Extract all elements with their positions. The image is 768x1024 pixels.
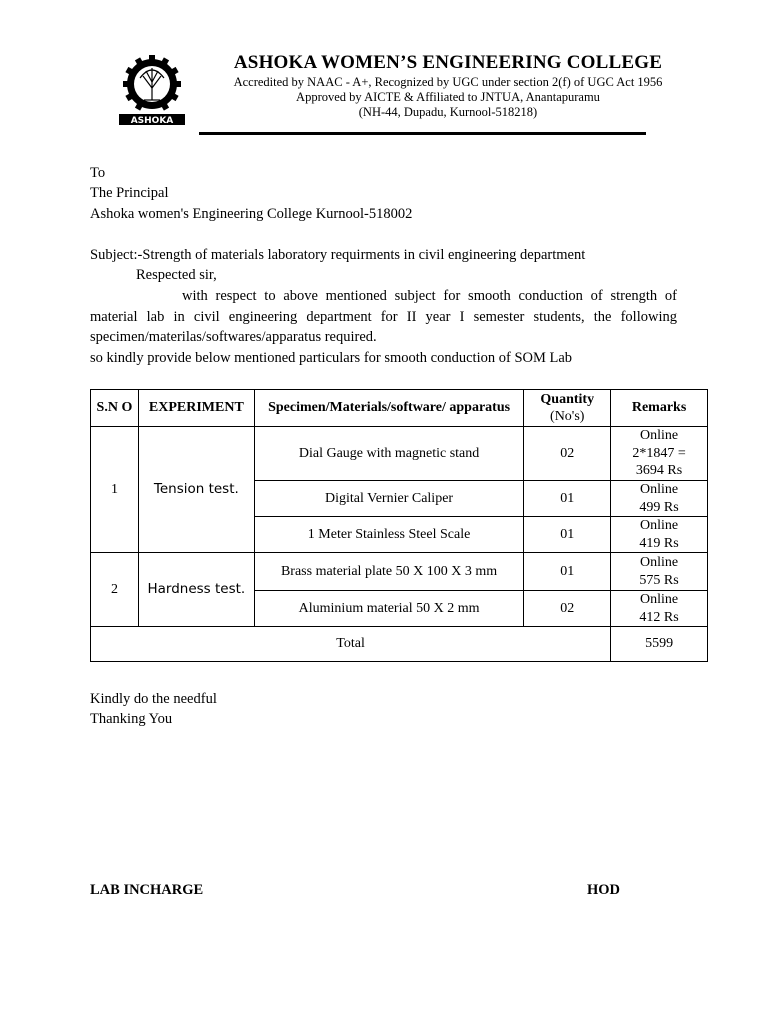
closing-line-2: Thanking You bbox=[90, 711, 173, 727]
remarks-line: 412 Rs bbox=[639, 609, 679, 625]
experiment-cell: Hardness test. bbox=[138, 553, 254, 627]
remarks-cell bbox=[611, 481, 708, 517]
header-remarks: Remarks bbox=[611, 390, 708, 427]
experiment-cell: Tension test. bbox=[138, 427, 254, 553]
specimen-cell: Digital Vernier Caliper bbox=[254, 481, 524, 517]
remarks-line: Online bbox=[640, 555, 679, 570]
total-value: 5599 bbox=[611, 627, 708, 662]
remarks-line: Online bbox=[640, 482, 679, 497]
quantity-cell: 01 bbox=[524, 553, 611, 591]
specimen-cell: Dial Gauge with magnetic stand bbox=[254, 427, 524, 481]
header-quantity-unit: (No's) bbox=[550, 409, 585, 424]
accreditation-line: Accredited by NAAC - A+, Recognized by UGC under section 2(f) of UGC Act 1956 bbox=[233, 75, 663, 89]
closing-line-1: Kindly do the needful bbox=[90, 691, 217, 707]
remarks-line: Online bbox=[640, 592, 679, 607]
remarks-line: 575 Rs bbox=[639, 572, 679, 588]
lab-incharge-signature: LAB INCHARGE bbox=[90, 882, 204, 898]
table-row bbox=[91, 427, 708, 481]
header-specimen: Specimen/Materials/software/ apparatus bbox=[254, 390, 524, 427]
remarks-line: 3694 Rs bbox=[635, 463, 683, 479]
remarks-line: 2*1847 = bbox=[632, 445, 686, 461]
sno-cell: 1 bbox=[91, 427, 139, 553]
recipient-institution: Ashoka women's Engineering College Kurnool-518002 bbox=[90, 206, 413, 222]
specimen-cell: Aluminium material 50 X 2 mm bbox=[254, 591, 524, 627]
letter-body bbox=[90, 286, 677, 348]
college-logo bbox=[118, 54, 186, 126]
table-row bbox=[91, 553, 708, 591]
remarks-cell bbox=[611, 553, 708, 591]
remarks-line: 499 Rs bbox=[639, 499, 679, 515]
total-label: Total bbox=[91, 627, 611, 662]
approval-line: Approved by AICTE & Affiliated to JNTUA, Anantapuramu bbox=[296, 90, 600, 104]
remarks-cell bbox=[611, 591, 708, 627]
quantity-cell: 02 bbox=[524, 591, 611, 627]
logo-text: ASHOKA bbox=[130, 116, 174, 126]
sno-cell: 2 bbox=[91, 553, 139, 627]
request-line: so kindly provide below mentioned particulars for smooth conduction of SOM Lab bbox=[90, 350, 573, 366]
quantity-cell: 02 bbox=[524, 427, 611, 481]
quantity-cell: 01 bbox=[524, 481, 611, 517]
header-quantity-label: Quantity bbox=[540, 391, 595, 407]
specimen-cell: Brass material plate 50 X 100 X 3 mm bbox=[254, 553, 524, 591]
quantity-cell: 01 bbox=[524, 517, 611, 553]
recipient: The Principal bbox=[90, 185, 169, 201]
remarks-line: Online bbox=[640, 518, 679, 533]
remarks-cell bbox=[611, 517, 708, 553]
header-sno: S.N O bbox=[91, 390, 139, 427]
college-name: ASHOKA WOMEN’S ENGINEERING COLLEGE bbox=[233, 52, 663, 73]
to-label: To bbox=[90, 165, 106, 181]
remarks-line: Online bbox=[640, 428, 679, 444]
header-quantity bbox=[524, 390, 611, 427]
table-header-row bbox=[91, 390, 708, 427]
header-experiment: EXPERIMENT bbox=[138, 390, 254, 427]
requirements-table bbox=[90, 389, 708, 662]
remarks-line: 419 Rs bbox=[639, 535, 679, 551]
header-divider bbox=[199, 132, 646, 135]
salutation: Respected sir, bbox=[136, 267, 217, 283]
subject-line: Subject:-Strength of materials laboratory requirments in civil engineering department bbox=[90, 247, 586, 263]
hod-signature: HOD bbox=[587, 882, 621, 898]
letter-body-text: with respect to above mentioned subject for smooth conduction of strength of material lab in civil engineering department for II year I semester students, the following specimen/materilas/softwares/apparatus required. bbox=[90, 288, 677, 345]
specimen-cell: 1 Meter Stainless Steel Scale bbox=[254, 517, 524, 553]
remarks-cell bbox=[611, 427, 708, 481]
address-line: (NH-44, Dupadu, Kurnool-518218) bbox=[358, 105, 538, 119]
total-row bbox=[91, 627, 708, 662]
